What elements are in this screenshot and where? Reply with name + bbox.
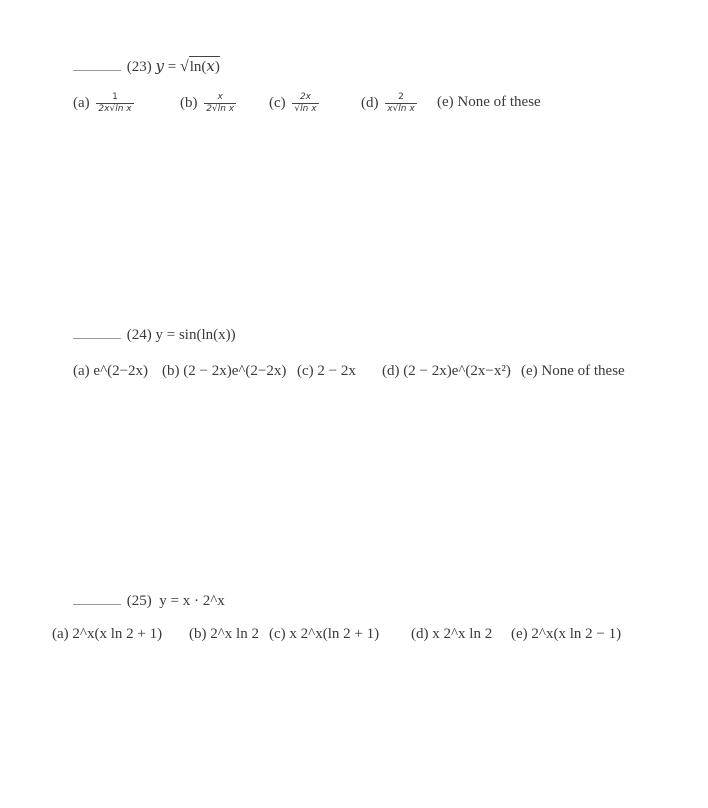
question-number: (23)	[126, 59, 152, 75]
option-24-c[interactable]: (c) 2 − 2x	[297, 363, 356, 379]
option-23-b[interactable]: (b) $\frac{x}{\text{2√ln x}}$	[180, 92, 235, 114]
question-25-prompt	[73, 593, 225, 610]
question-23-prompt: (23) y = √ln(x)	[73, 56, 220, 76]
option-23-c[interactable]: (c) $\frac{2x}{\text{√ln x}}$	[269, 92, 317, 114]
option-25-c[interactable]: (c) x 2^x(ln 2 + 1)	[269, 626, 380, 642]
question-number: (25)	[126, 593, 152, 609]
answer-blank-24[interactable]	[73, 338, 121, 339]
answer-blank-25[interactable]	[73, 604, 121, 605]
option-24-e[interactable]: (e) None of these	[521, 363, 625, 379]
question-24-prompt	[73, 327, 236, 344]
question-equation: y = sin(ln(x))	[155, 327, 236, 343]
option-text: 2^x(x ln 2 − 1)	[531, 626, 622, 642]
option-text: None of these	[541, 363, 625, 379]
option-text: (2 − 2x)e^(2−2x)	[183, 363, 287, 379]
option-24-d[interactable]: (d) (2 − 2x)e^(2x−x²)	[382, 363, 511, 379]
option-25-e[interactable]: (e) 2^x(x ln 2 − 1)	[511, 626, 622, 642]
option-text: e^(2−2x)	[93, 363, 149, 379]
answer-blank-23[interactable]	[73, 70, 121, 71]
option-text: 2^x ln 2	[210, 626, 259, 642]
option-24-b[interactable]: (b) (2 − 2x)e^(2−2x)	[162, 363, 287, 379]
option-25-a[interactable]: (a) 2^x(x ln 2 + 1)	[52, 626, 163, 642]
question-equation: y = x · 2^x	[159, 593, 225, 609]
option-text: 2 − 2x	[317, 363, 356, 379]
option-text: (2 − 2x)e^(2x−x²)	[403, 363, 511, 379]
option-text: x 2^x ln 2	[432, 626, 493, 642]
option-23-d[interactable]: (d) $\frac{2}{\text{x√ln x}}$	[361, 92, 415, 114]
option-24-a[interactable]: (a) e^(2−2x)	[73, 363, 149, 379]
option-23-e[interactable]: (e) None of these	[437, 94, 541, 110]
option-text: x 2^x(ln 2 + 1)	[289, 626, 380, 642]
option-23-a[interactable]: (a) $\frac{1}{\text{2x√ln x}}$	[73, 92, 132, 114]
option-text: 2^x(x ln 2 + 1)	[72, 626, 163, 642]
option-25-d[interactable]: (d) x 2^x ln 2	[411, 626, 493, 642]
question-number: (24)	[126, 327, 152, 343]
option-25-b[interactable]: (b) 2^x ln 2	[189, 626, 259, 642]
